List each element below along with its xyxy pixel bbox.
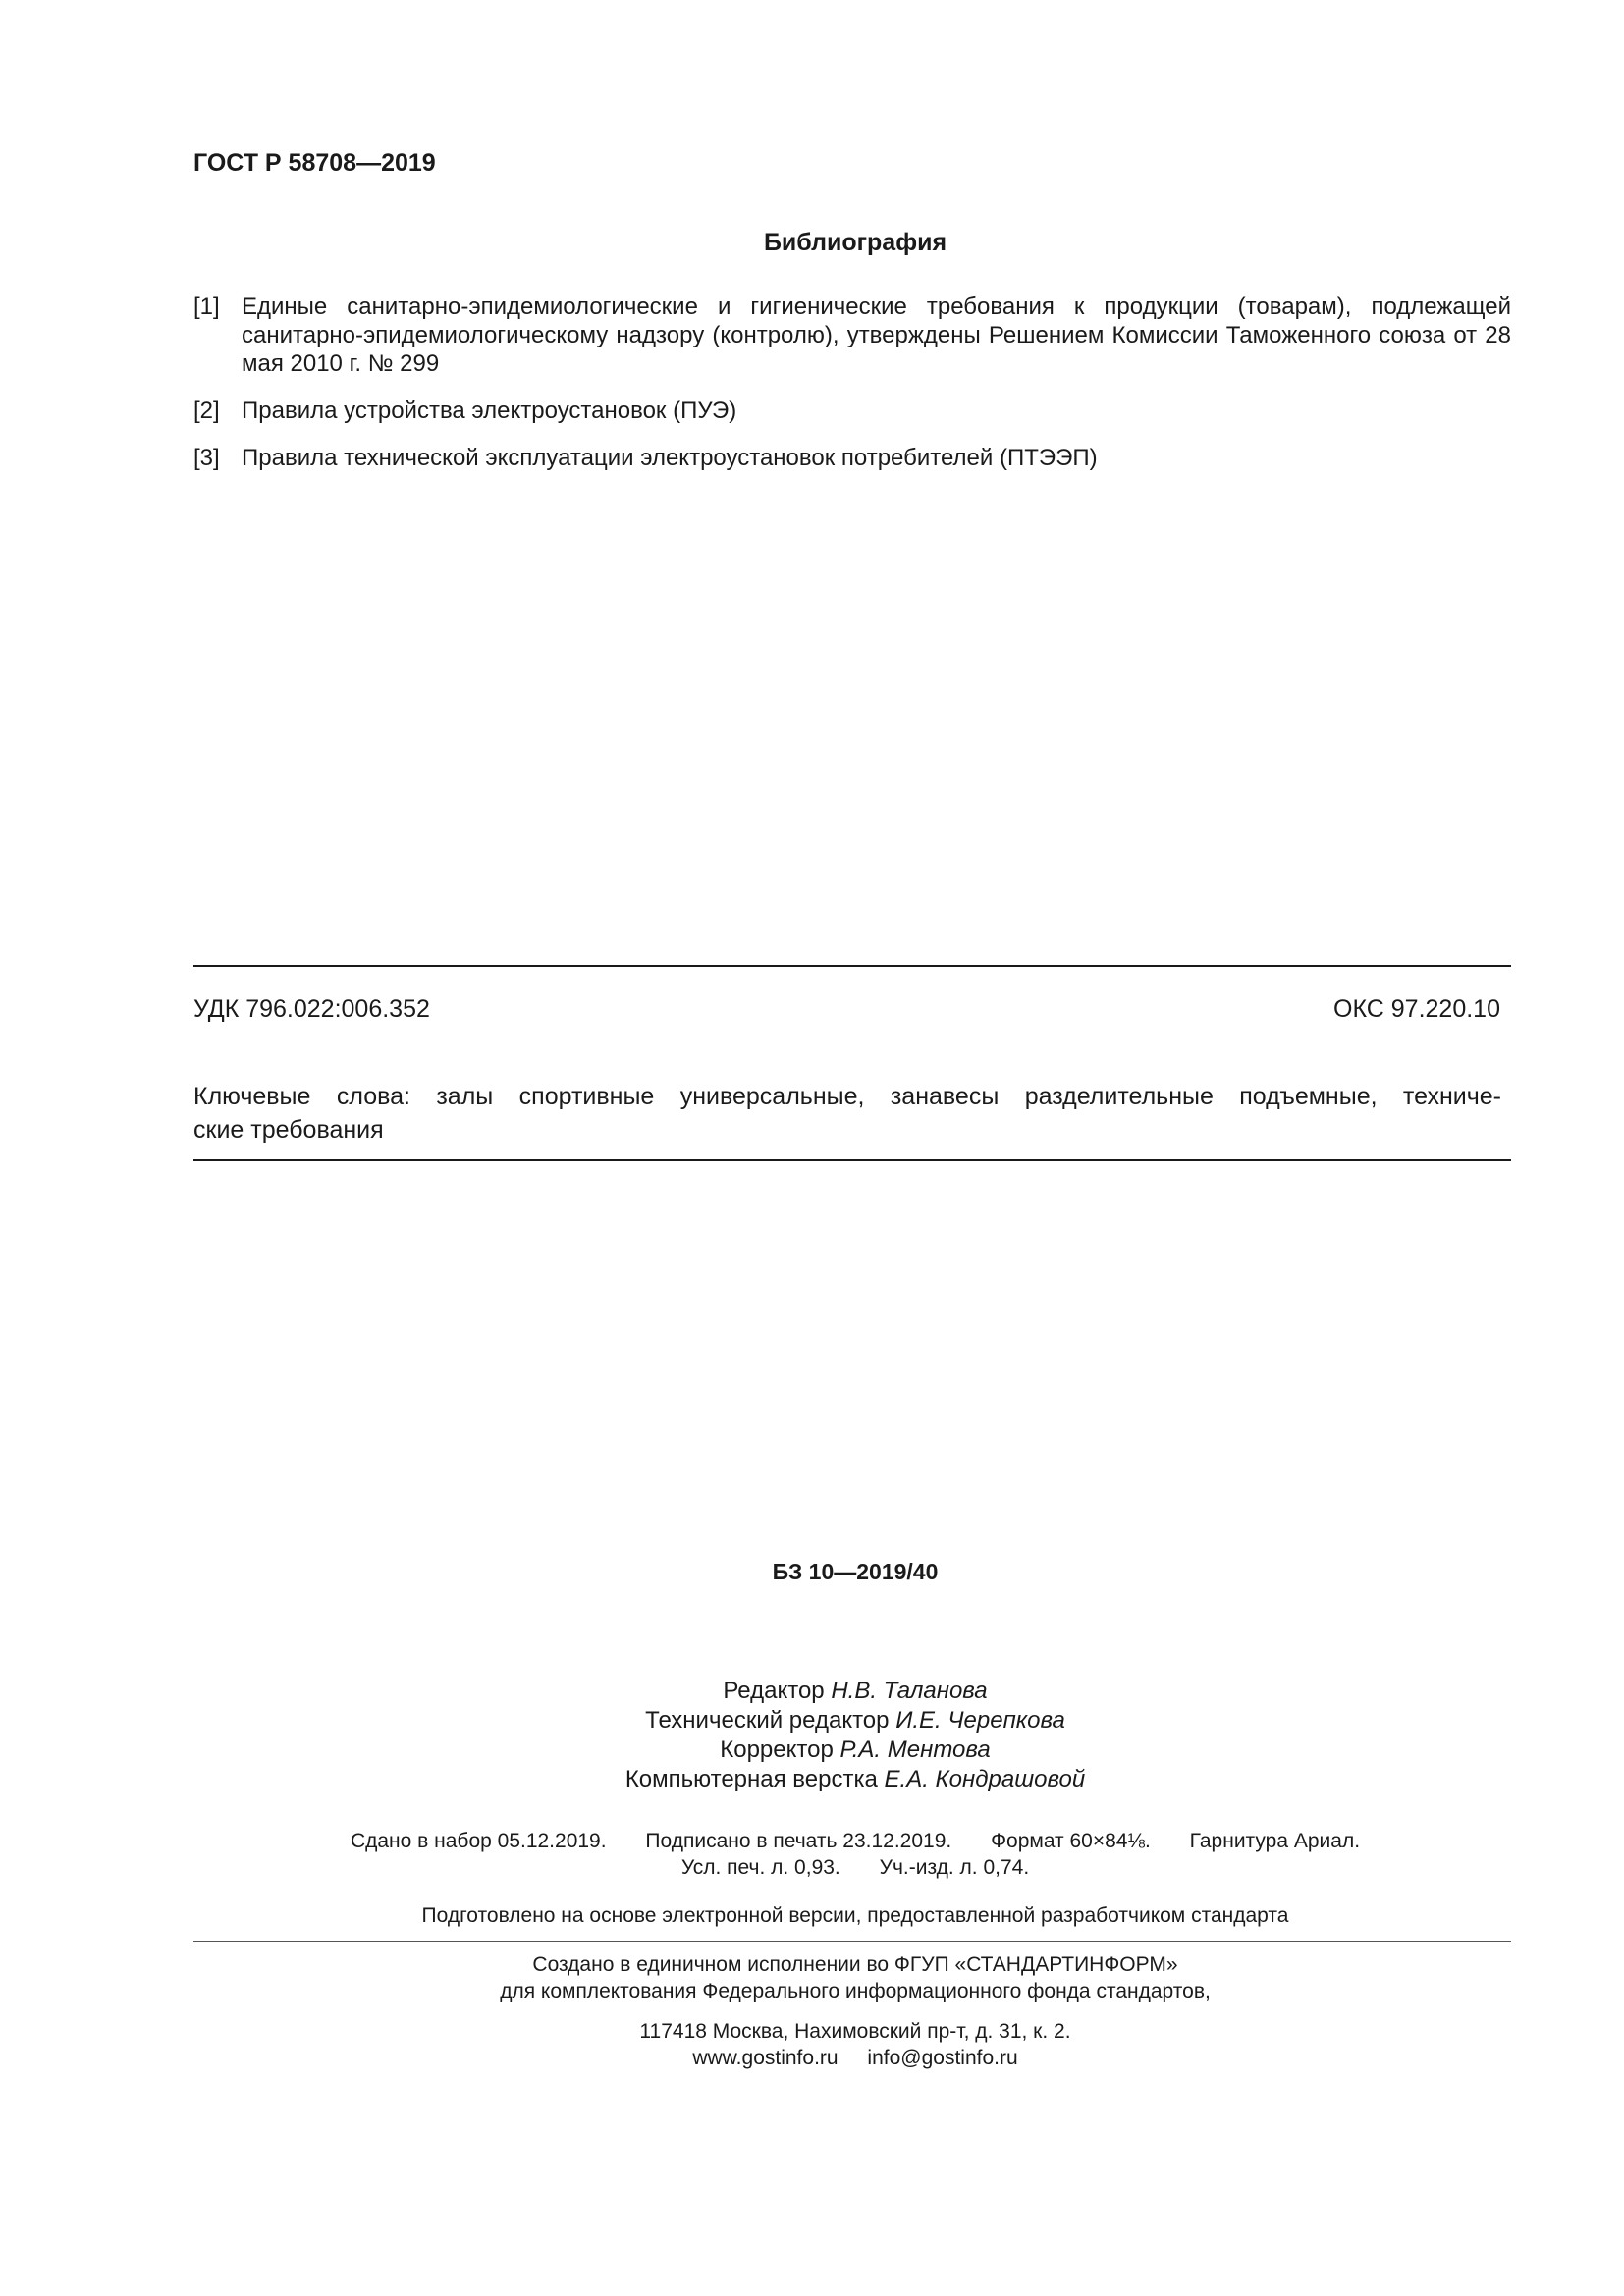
imprint-font: Гарнитура Ариал. xyxy=(1189,1830,1361,1852)
staff-layout xyxy=(0,1765,1624,1794)
bz-number: БЗ 10—2019/40 xyxy=(772,1559,939,1584)
divider-top xyxy=(193,965,1511,967)
staff-name: Е.А. Кондрашовой xyxy=(884,1766,1086,1792)
staff-name: Р.А. Ментова xyxy=(839,1736,991,1763)
staff-role: Технический редактор xyxy=(645,1707,890,1734)
imprint-format: Формат 60×84⅛. xyxy=(991,1830,1151,1852)
bibliography-item-number: [3] xyxy=(193,445,220,471)
bibliography-item-number: [1] xyxy=(193,294,220,320)
staff-name: Н.В. Таланова xyxy=(831,1678,988,1704)
footer-site-link[interactable]: www.gostinfo.ru xyxy=(692,2047,839,2069)
staff-name: И.Е. Черепкова xyxy=(895,1707,1065,1734)
footer-contacts xyxy=(0,2047,1624,2070)
staff-editor xyxy=(0,1677,1624,1706)
footer-address: 117418 Москва, Нахимовский пр-т, д. 31, к. 2. xyxy=(639,2020,1071,2043)
staff-role: Редактор xyxy=(723,1678,825,1704)
footer-line: Создано в единичном исполнении во ФГУП «СТАНДАРТИНФОРМ» xyxy=(532,1953,1178,1976)
bibliography-item xyxy=(193,293,1511,378)
oks-code: ОКС 97.220.10 xyxy=(1333,995,1500,1023)
imprint-line xyxy=(0,1856,1624,1880)
divider-keywords xyxy=(193,1159,1511,1161)
staff-role: Корректор xyxy=(720,1736,834,1763)
imprint-usl: Усл. печ. л. 0,93. xyxy=(680,1856,840,1879)
bibliography-item-text: Правила технической эксплуатации электроустановок потребителей (ПТЭЭП) xyxy=(242,445,1098,471)
prepared-note: Подготовлено на основе электронной версии, предоставленной разработчиком стандарта xyxy=(421,1904,1289,1927)
divider-footer xyxy=(193,1941,1511,1942)
keywords xyxy=(193,1080,1501,1147)
staff-corrector xyxy=(0,1735,1624,1765)
bibliography-item xyxy=(193,397,1511,425)
bibliography-item xyxy=(193,444,1511,472)
imprint-signed: Подписано в печать 23.12.2019. xyxy=(645,1830,952,1852)
imprint-line xyxy=(0,1830,1624,1853)
udk-code: УДК 796.022:006.352 xyxy=(193,995,430,1023)
footer-line: для комплектования Федерального информационного фонда стандартов, xyxy=(500,1980,1211,2002)
bibliography-item-text: Единые санитарно-эпидемиологические и гигиенические требования к продукции (товарам), подлежащей санитарно-эпидемиологическому надзору (контролю), утверждены Решением Комиссии Таможенного союза от 28 мая 2010 г. № 299 xyxy=(242,294,1511,377)
document-code: ГОСТ Р 58708—2019 xyxy=(193,149,436,177)
staff-role: Компьютерная верстка xyxy=(624,1766,878,1792)
staff-tech-editor xyxy=(0,1706,1624,1735)
keywords-line: ские требования xyxy=(193,1116,384,1144)
imprint-sent: Сдано в набор 05.12.2019. xyxy=(350,1830,607,1852)
keywords-line: Ключевые слова: залы спортивные универсальные, занавесы разделительные подъемные, техниче- xyxy=(193,1083,1501,1110)
footer-email-link[interactable]: info@gostinfo.ru xyxy=(867,2047,1018,2069)
imprint-uch: Уч.-изд. л. 0,74. xyxy=(879,1856,1030,1879)
bibliography-title: Библиография xyxy=(763,229,947,256)
bibliography-item-number: [2] xyxy=(193,398,220,424)
bibliography-item-text: Правила устройства электроустановок (ПУЭ) xyxy=(242,398,737,424)
